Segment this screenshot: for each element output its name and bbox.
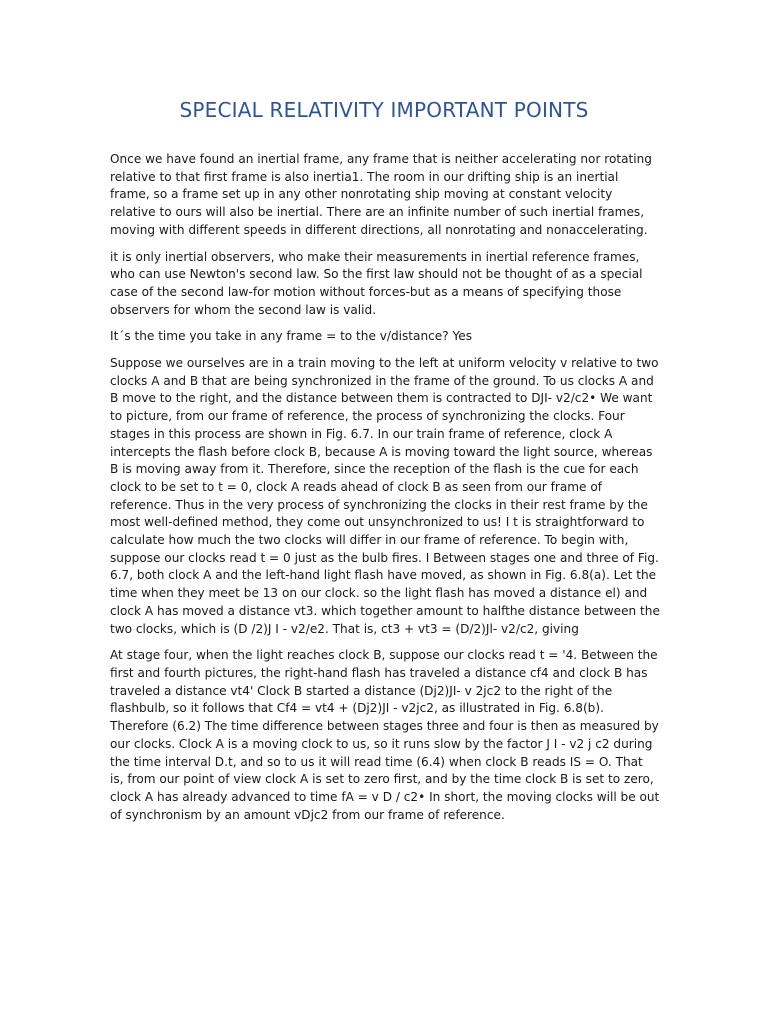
- paragraph-clock-synchronization: Suppose we ourselves are in a train moving to the left at uniform velocity v relative to two clocks A and B that are being synchronized in the frame of the ground. To us clocks A and B move to the right, and the distance between them is contracted to DJI- v2/c2• We want to picture, from our frame of reference, the process of synchronizing the clocks. Four stages in this process are shown in Fig. 6.7. In our train frame of reference, clock A intercepts the flash before clock B, because A is moving toward the light source, whereas B is moving away from it. Therefore, since the reception of the flash is the cue for each clock to be set to t = 0, clock A reads ahead of clock B as seen from our frame of reference. Thus in the very process of synchronizing the clocks in their rest frame by the most well-defined method, they come out unsynchronized to us! I t is straightforward to calculate how much the two clocks will differ in our frame of reference. To begin with, suppose our clocks read t = 0 just as the bulb fires. I Between stages one and three of Fig. 6.7, both clock A and the left-hand light flash have moved, as shown in Fig. 6.8(a). Let the time when they meet be 13 on our clock. so the light flash has moved a distance el) and clock A has moved a distance vt3. which together amount to halfthe distance between the two clocks, which is (D /2)J I - v2/e2. That is, ct3 + vt3 = (D/2)Jl- v2/c2, giving: [110, 356, 660, 636]
- page-title: SPECIAL RELATIVITY IMPORTANT POINTS: [179, 98, 589, 122]
- paragraph-stage-four: At stage four, when the light reaches clock B, suppose our clocks read t = '4. Between the first and fourth pictures, the right-hand flash has traveled a distance cf4 and clock B has traveled a distance vt4' Clock B started a distance (Dj2)JI- v 2jc2 to the right of the flashbulb, so it follows that Cf4 = vt4 + (Dj2)JI - v2jc2, as illustrated in Fig. 6.8(b). Therefore (6.2) The time difference between stages three and four is then as measured by our clocks. Clock A is a moving clock to us, so it runs slow by the factor J I - v2 j c2 during the time interval D.t, and so to us it will read time (6.4) when clock B reads IS = O. That is, from our point of view clock A is set to zero first, and by the time clock B is set to zero, clock A has already advanced to time fA = v D / c2• In short, the moving clocks will be out of synchronism by an amount vDjc2 from our frame of reference.: [110, 648, 660, 822]
- paragraph-inertial-observers: it is only inertial observers, who make their measurements in inertial reference frames, who can use Newton's second law. So the first law should not be thought of as a special case of the second law-for motion without forces-but as a means of specifying those observers for whom the second law is valid.: [110, 249, 643, 317]
- document-body: [110, 151, 660, 833]
- paragraph-inertial-frames: Once we have found an inertial frame, any frame that is neither accelerating nor rotating relative to that first frame is also inertia1. The room in our drifting ship is an inertial frame, so a frame set up in any other nonrotating ship moving at constant velocity relative to ours will also be inertial. There are an infinite number of such inertial frames, moving with different speeds in different directions, all nonrotating and nonaccelerating.: [110, 152, 652, 237]
- paragraph-time-question: It´s the time you take in any frame = to the v/distance? Yes: [110, 329, 473, 344]
